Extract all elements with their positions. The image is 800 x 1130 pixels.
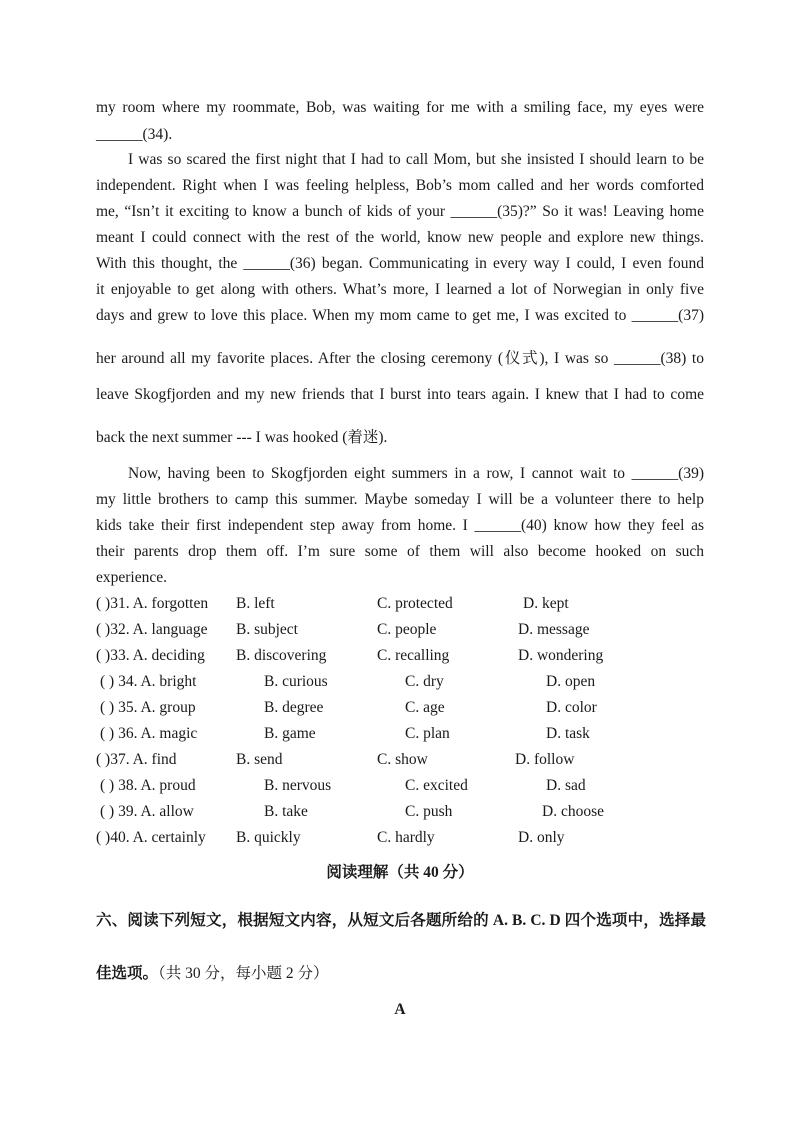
question-option-c: C. hardly bbox=[377, 829, 435, 846]
question-row-34 bbox=[96, 672, 716, 692]
question-option-b: B. nervous bbox=[264, 777, 332, 794]
question-option-d: D. kept bbox=[523, 595, 569, 612]
question-row-33 bbox=[96, 646, 716, 666]
question-option-d: D. color bbox=[546, 699, 597, 716]
question-row-32 bbox=[96, 620, 716, 640]
question-option-a: ( )37. A. find bbox=[96, 751, 177, 768]
question-option-c: C. age bbox=[405, 699, 445, 716]
section-title bbox=[0, 863, 800, 883]
question-option-a: ( ) 38. A. proud bbox=[100, 777, 196, 794]
question-option-d: D. only bbox=[518, 829, 565, 846]
question-option-b: B. degree bbox=[264, 699, 324, 716]
question-option-b: B. game bbox=[264, 725, 316, 742]
passage-label: A bbox=[394, 1001, 406, 1018]
question-option-a: ( ) 36. A. magic bbox=[100, 725, 198, 742]
question-option-d: D. follow bbox=[515, 751, 575, 768]
passage-line: With this thought, the ______(36) began. Communicating in every way I could, I even found bbox=[96, 255, 704, 272]
question-option-c: C. protected bbox=[377, 595, 453, 612]
question-option-d: D. task bbox=[546, 725, 590, 742]
question-row-39 bbox=[96, 802, 716, 822]
question-option-b: B. send bbox=[236, 751, 283, 768]
question-option-b: B. take bbox=[264, 803, 308, 820]
question-option-c: C. dry bbox=[405, 673, 444, 690]
question-option-b: B. quickly bbox=[236, 829, 301, 846]
question-option-a: ( )31. A. forgotten bbox=[96, 595, 209, 612]
question-row-36 bbox=[96, 724, 716, 744]
passage-line: I was so scared the first night that I had to call Mom, but she insisted I should learn to be bbox=[128, 151, 704, 168]
question-option-b: B. discovering bbox=[236, 647, 327, 664]
question-row-40 bbox=[96, 828, 716, 848]
question-option-d: D. choose bbox=[542, 803, 604, 820]
question-option-b: B. curious bbox=[264, 673, 328, 690]
question-option-a: ( ) 35. A. group bbox=[100, 699, 196, 716]
passage-line: ______(34). bbox=[96, 126, 173, 143]
question-option-b: B. subject bbox=[236, 621, 298, 638]
section-title-text: 阅读理解（共 40 分） bbox=[326, 864, 474, 881]
question-row-37 bbox=[96, 750, 716, 770]
question-row-31 bbox=[96, 594, 716, 614]
passage-line: it enjoyable to get along with others. What’s more, I learned a lot of Norwegian in only five bbox=[96, 281, 704, 298]
question-option-d: D. open bbox=[546, 673, 596, 690]
question-option-c: C. people bbox=[377, 621, 437, 638]
question-option-a: ( )40. A. certainly bbox=[96, 829, 206, 846]
question-option-c: C. plan bbox=[405, 725, 450, 742]
instruction-bold-text: 佳选项。 bbox=[96, 965, 159, 982]
passage-line: experience. bbox=[96, 569, 167, 586]
question-option-a: ( )32. A. language bbox=[96, 621, 208, 638]
question-option-c: C. recalling bbox=[377, 647, 450, 664]
passage-line: kids take their first independent step away from home. I ______(40) know how they feel as bbox=[96, 517, 704, 534]
passage-line: meant I could connect with the rest of the world, know new people and explore new things. bbox=[96, 229, 704, 246]
question-option-b: B. left bbox=[236, 595, 275, 612]
instruction-line bbox=[96, 964, 329, 984]
question-option-c: C. excited bbox=[405, 777, 468, 794]
passage-line: my room where my roommate, Bob, was waiting for me with a smiling face, my eyes were bbox=[96, 99, 704, 116]
question-option-d: D. sad bbox=[546, 777, 586, 794]
question-option-c: C. push bbox=[405, 803, 453, 820]
passage-line: back the next summer --- I was hooked (着迷). bbox=[96, 429, 388, 446]
passage-line: Now, having been to Skogfjorden eight summers in a row, I cannot wait to ______(39) bbox=[128, 465, 704, 482]
passage-line: my little brothers to camp this summer. Maybe someday I will be a volunteer there to help bbox=[96, 491, 704, 508]
question-option-d: D. wondering bbox=[518, 647, 604, 664]
question-option-d: D. message bbox=[518, 621, 590, 638]
question-option-a: ( ) 39. A. allow bbox=[100, 803, 194, 820]
question-row-38 bbox=[96, 776, 716, 796]
passage-line: leave Skogfjorden and my new friends that I burst into tears again. I knew that I had to come bbox=[96, 386, 704, 403]
passage-line: her around all my favorite places. After the closing ceremony (仪式), I was so ______(38) to bbox=[96, 350, 704, 367]
passage-line: days and grew to love this place. When my mom came to get me, I was excited to ______(37) bbox=[96, 307, 704, 324]
question-option-c: C. show bbox=[377, 751, 428, 768]
passage-line: independent. Right when I was feeling helpless, Bob’s mom called and her words comforted bbox=[96, 177, 704, 194]
passage-line: me, “Isn’t it exciting to know a bunch of kids of your ______(35)?” So it was! Leaving home bbox=[96, 203, 704, 220]
question-row-35 bbox=[96, 698, 716, 718]
instruction-line: 六、阅读下列短文，根据短文内容，从短文后各题所给的 A. B. C. D 四个选项中，选择最 bbox=[96, 912, 706, 929]
instruction-score-text: （共 30 分，每小题 2 分） bbox=[158, 965, 329, 982]
passage-line: their parents drop them off. I’m sure some of them will also become hooked on such bbox=[96, 543, 704, 560]
question-option-a: ( ) 34. A. bright bbox=[100, 673, 197, 690]
question-option-a: ( )33. A. deciding bbox=[96, 647, 205, 664]
